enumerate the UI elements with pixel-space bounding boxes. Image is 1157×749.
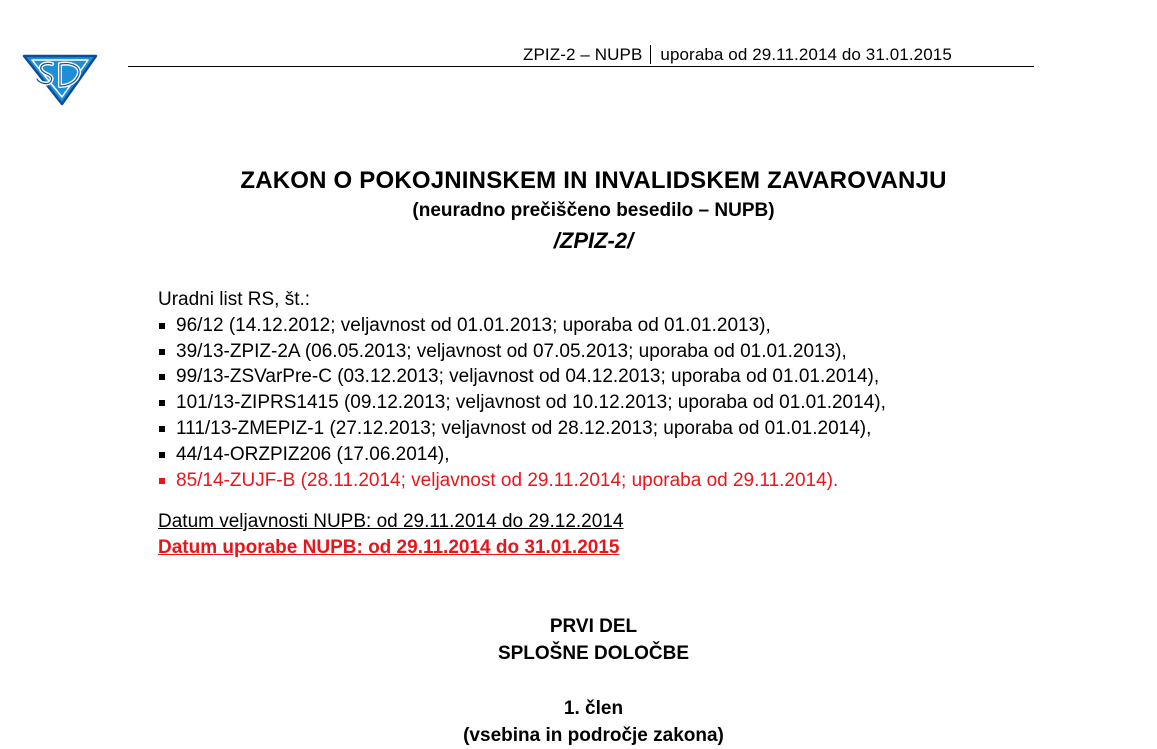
part-number: PRVI DEL <box>549 616 638 637</box>
gazette-item-text: 44/14-ORZPIZ206 (17.06.2014), <box>176 443 450 465</box>
gazette-item-text: 99/13-ZSVarPre-C (03.12.2013; veljavnost od 04.12.2013; uporaba od 01.01.2014), <box>176 366 880 388</box>
square-bullet-icon <box>159 349 165 355</box>
header-usage-period: uporaba od 29.11.2014 do 31.01.2015 <box>660 45 952 64</box>
gazette-item-text: 101/13-ZIPRS1415 (09.12.2013; veljavnost od 10.12.2013; uporaba od 01.01.2014), <box>176 392 886 414</box>
running-header <box>523 45 952 65</box>
part-name: SPLOŠNE DOLOČBE <box>497 643 690 664</box>
article-number: 1. člen <box>563 698 624 719</box>
gazette-item <box>158 313 886 339</box>
article-title: (vsebina in področje zakona) <box>463 725 724 746</box>
nupb-dates <box>158 509 623 561</box>
gazette-list <box>158 313 886 494</box>
application-date: Datum uporabe NUPB: od 29.11.2014 do 31.01.2015 <box>158 537 620 558</box>
square-bullet-icon <box>159 426 165 432</box>
gazette-references <box>158 287 886 493</box>
header-doc-id: ZPIZ-2 – NUPB <box>523 45 643 64</box>
gazette-item-latest <box>158 468 886 494</box>
gazette-item <box>158 442 886 468</box>
square-bullet-icon <box>159 478 165 484</box>
gazette-heading: Uradni list RS, št.: <box>158 289 311 310</box>
law-subtitle: (neuradno prečiščeno besedilo – NUPB) <box>412 200 775 221</box>
square-bullet-icon <box>159 452 165 458</box>
gazette-item-text: 39/13-ZPIZ-2A (06.05.2013; veljavnost od 07.05.2013; uporaba od 01.01.2013), <box>176 340 847 362</box>
part-heading <box>0 613 1157 667</box>
gazette-item <box>158 364 886 390</box>
law-title: ZAKON O POKOJNINSKEM IN INVALIDSKEM ZAVAROVANJU <box>240 167 947 194</box>
article-heading <box>0 695 1157 749</box>
square-bullet-icon <box>159 374 165 380</box>
sd-shield-logo-icon <box>22 48 98 106</box>
gazette-item <box>158 390 886 416</box>
header-separator <box>650 45 651 64</box>
gazette-item-text: 85/14-ZUJF-B (28.11.2014; veljavnost od 29.11.2014; uporaba od 29.11.2014). <box>176 469 839 491</box>
law-short-name: /ZPIZ-2/ <box>553 228 634 253</box>
header-rule <box>128 66 1034 67</box>
gazette-item-text: 96/12 (14.12.2012; veljavnost od 01.01.2013; uporaba od 01.01.2013), <box>176 314 771 336</box>
gazette-item <box>158 339 886 365</box>
gazette-item-text: 111/13-ZMEPIZ-1 (27.12.2013; veljavnost od 28.12.2013; uporaba od 01.01.2014), <box>176 417 872 439</box>
gazette-item <box>158 416 886 442</box>
validity-date: Datum veljavnosti NUPB: od 29.11.2014 do 29.12.2014 <box>158 511 624 532</box>
square-bullet-icon <box>159 323 165 329</box>
square-bullet-icon <box>159 400 165 406</box>
